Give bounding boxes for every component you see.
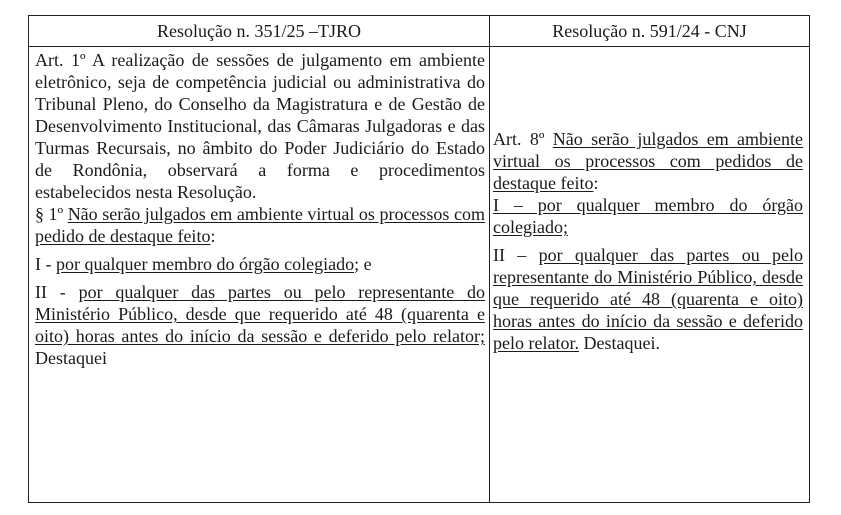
right-item-ii-underlined: por qualquer das partes ou pelo representante do Ministério Público, desde que requerido até 48 (quarenta e oito) horas antes do início da sessão e deferido pelo relator. (493, 245, 803, 353)
item-ii-suffix: Destaquei (35, 348, 107, 368)
right-item-i-underlined: I – por qualquer membro do órgão colegiado; (493, 195, 803, 237)
paragraph-1 (35, 203, 485, 247)
item-ii (35, 281, 485, 369)
header-divider (29, 46, 809, 47)
right-column-header: Resolução n. 591/24 - CNJ (552, 21, 747, 41)
art-8-paragraph (493, 128, 803, 194)
item-i-prefix: I - (35, 254, 56, 274)
item-i (35, 253, 485, 275)
art-8-underlined: Não serão julgados em ambiente virtual os processos com pedidos de destaque feito (493, 129, 803, 193)
left-column-header: Resolução n. 351/25 –TJRO (157, 21, 361, 41)
art-8-suffix: : (593, 173, 599, 193)
right-item-i (493, 194, 803, 238)
art-1-paragraph: Art. 1º A realização de sessões de julgamento em ambiente eletrônico, seja de competência judicial ou administrativa do Tribunal Pleno, do Conselho da Magistratura e de Gestão de Desenvolvimento Institucional, das Câmaras Julgadoras e das Turmas Recursais, no âmbito do Poder Judiciário do Estado de Rondônia, observará a forma e procedimentos estabelecidos nesta Resolução. (35, 50, 485, 202)
comparison-table (28, 15, 810, 503)
item-ii-underlined: por qualquer das partes ou pelo representante do Ministério Público, desde que requerido até 48 (quarenta e oito) horas antes do início da sessão e deferido pelo relator; (35, 282, 486, 346)
paragraph-1-prefix: § 1º (35, 204, 68, 224)
left-column-text (35, 49, 485, 369)
item-i-underlined: por qualquer membro do órgão colegiado (56, 254, 355, 274)
paragraph-1-underlined: Não serão julgados em ambiente virtual os processos com pedido de destaque feito (35, 204, 485, 246)
right-item-ii (493, 244, 803, 354)
item-i-suffix: ; e (354, 254, 372, 274)
column-divider (489, 16, 490, 502)
right-item-ii-prefix: II – (493, 245, 539, 265)
right-item-ii-suffix: Destaquei. (578, 333, 660, 353)
right-column-text (493, 128, 803, 354)
art-8-prefix: Art. 8º (493, 129, 553, 149)
paragraph-1-suffix: : (210, 226, 216, 246)
item-ii-prefix: II - (35, 282, 79, 302)
